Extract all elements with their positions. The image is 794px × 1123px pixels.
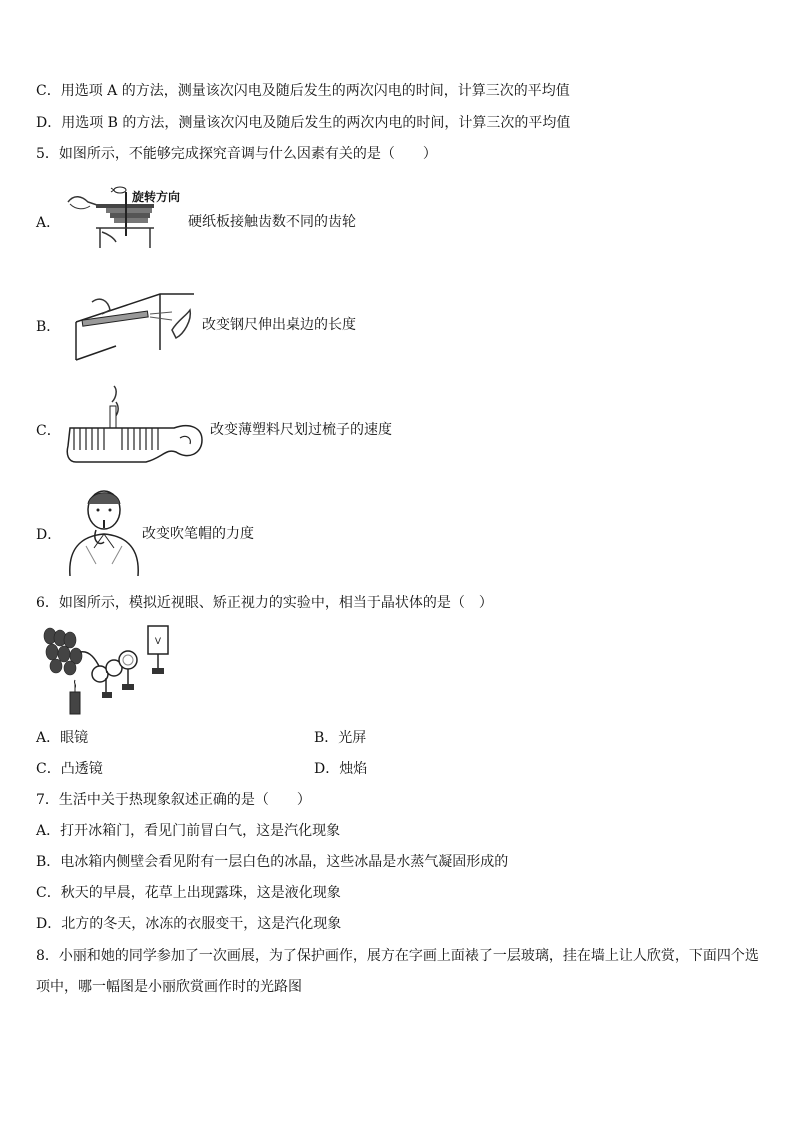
q5-option-b-caption: 改变钢尺伸出桌边的长度	[202, 317, 356, 333]
q5-option-c-caption: 改变薄塑料尺划过梳子的速度	[210, 422, 392, 438]
comb-figure	[66, 384, 206, 470]
q7-option-a: A．打开冰箱门，看见门前冒白气，这是汽化现象	[36, 823, 341, 839]
steel-ruler-desk-figure	[72, 290, 200, 362]
q5-option-c-letter: C．	[36, 423, 61, 439]
q6-option-c: C．凸透镜	[36, 761, 103, 777]
boy-blowing-pen-cap-figure	[66, 486, 142, 578]
q5-option-b-letter: B．	[36, 319, 61, 335]
q6-option-b: B．光屏	[314, 730, 367, 746]
q7-option-d: D．北方的冬天，冰冻的衣服变干，这是汽化现象	[36, 916, 342, 932]
q5-stem: 5．如图所示，不能够完成探究音调与什么因素有关的是（ ）	[36, 146, 437, 162]
q5-option-a-caption: 硬纸板接触齿数不同的齿轮	[188, 214, 356, 230]
q7-option-b: B．电冰箱内侧壁会看见附有一层白色的冰晶，这些冰晶是水蒸气凝固形成的	[36, 854, 509, 870]
q4-option-d: D．用选项 B 的方法，测量该次闪电及随后发生的两次内电的时间，计算三次的平均值	[36, 115, 571, 131]
q5-option-d-letter: D．	[36, 527, 62, 543]
rotation-direction-label: 旋转方向	[132, 190, 181, 204]
q8-stem-line1: 8．小丽和她的同学参加了一次画展，为了保护画作，展方在字画上面裱了一层玻璃，挂在墙上让人欣赏，下面四个选	[36, 948, 759, 964]
q7-stem: 7．生活中关于热现象叙述正确的是（ ）	[36, 792, 311, 808]
q7-option-c: C．秋天的早晨，花草上出现露珠，这是液化现象	[36, 885, 341, 901]
eye-model-experiment-figure	[40, 622, 180, 722]
q5-option-d-caption: 改变吹笔帽的力度	[142, 526, 254, 542]
q8-stem-line2: 项中，哪一幅图是小丽欣赏画作时的光路图	[36, 979, 302, 995]
q6-option-d: D．烛焰	[314, 761, 368, 777]
q6-stem: 6．如图所示，模拟近视眼、矫正视力的实验中，相当于晶状体的是（ ）	[36, 595, 493, 611]
q5-option-a-letter: A．	[36, 215, 61, 231]
q6-option-a: A．眼镜	[36, 730, 89, 746]
screen-letter: V	[154, 637, 162, 647]
q4-option-c: C．用选项 A 的方法，测量该次闪电及随后发生的两次闪电的时间，计算三次的平均值	[36, 83, 570, 99]
